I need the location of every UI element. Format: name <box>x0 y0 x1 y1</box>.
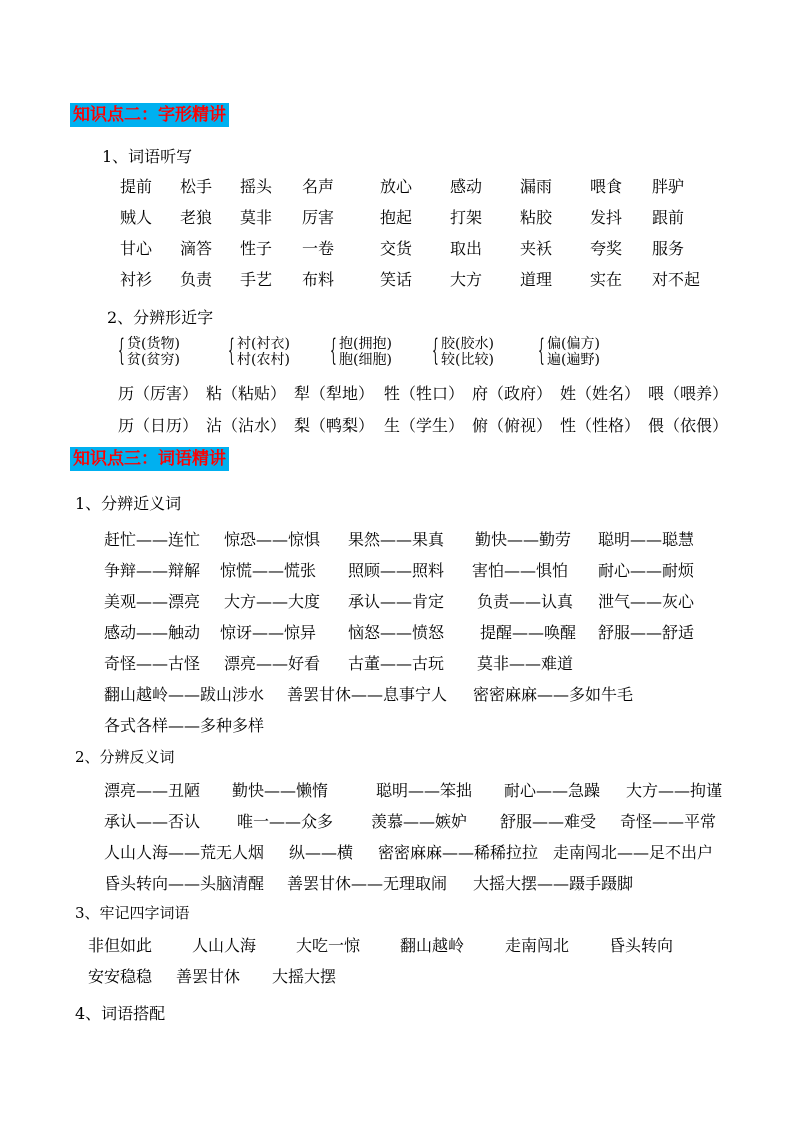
brace-glyph: { <box>538 333 545 368</box>
antonym-pair: 勤快——懒惰 <box>232 781 329 800</box>
antonym-pair: 舒服——难受 <box>500 812 597 831</box>
dictation-word: 布料 <box>302 270 335 289</box>
dictation-word: 道理 <box>520 270 553 289</box>
brace-glyph: { <box>330 333 337 368</box>
dictation-word: 甘心 <box>120 239 153 258</box>
pair-char: 村(农村) <box>237 352 290 368</box>
dictation-word: 夹袄 <box>520 239 553 258</box>
dictation-word: 跟前 <box>652 208 685 227</box>
dictation-word: 抱起 <box>380 208 413 227</box>
dictation-word: 老狼 <box>180 208 213 227</box>
collocation-heading: 4、词语搭配 <box>75 1004 166 1023</box>
dictation-word: 交货 <box>380 239 413 258</box>
pair-char: 遍(遍野) <box>547 352 600 368</box>
brace-glyph: { <box>432 333 439 368</box>
pair-char: 贷(货物) <box>127 336 180 352</box>
pair-char: 偏(偏方) <box>547 336 600 352</box>
dictation-word: 厉害 <box>302 208 335 227</box>
antonym-pair: 唯一——众多 <box>237 812 334 831</box>
four-char-word: 昏头转向 <box>609 936 674 955</box>
brace-glyph: { <box>118 333 125 368</box>
similar-char: 喂（喂养） <box>648 384 729 403</box>
dictation-word: 衬衫 <box>120 270 153 289</box>
dictation-word: 滴答 <box>180 239 213 258</box>
synonym-pair: 舒服——舒适 <box>598 623 695 642</box>
synonym-pair: 赶忙——连忙 <box>104 530 201 549</box>
dictation-word: 摇头 <box>240 177 273 196</box>
dictation-word: 贼人 <box>120 208 153 227</box>
char-pair <box>432 333 494 368</box>
four-char-word: 非但如此 <box>88 936 153 955</box>
synonym-pair: 提醒——唤醒 <box>480 623 577 642</box>
synonym-pair: 承认——肯定 <box>348 592 445 611</box>
synonym-pair: 各式各样——多种多样 <box>104 716 265 735</box>
dictation-word: 松手 <box>180 177 213 196</box>
synonym-pair: 争辩——辩解 <box>104 561 201 580</box>
synonym-pair: 害怕——惧怕 <box>472 561 569 580</box>
similar-char: 粘（粘贴） <box>206 384 287 403</box>
antonym-pair: 走南闯北——足不出户 <box>553 843 714 862</box>
similar-char: 沾（沾水） <box>206 416 287 435</box>
synonym-heading: 1、分辨近义词 <box>75 494 182 513</box>
section-3-title: 知识点三：词语精讲 <box>70 447 229 471</box>
antonym-pair: 昏头转向——头脑清醒 <box>104 874 265 893</box>
dictation-word: 名声 <box>302 177 335 196</box>
synonym-pair: 奇怪——古怪 <box>104 654 201 673</box>
dictation-word: 服务 <box>652 239 685 258</box>
dictation-word: 笑话 <box>380 270 413 289</box>
antonym-pair: 耐心——急躁 <box>504 781 601 800</box>
dictation-word: 一卷 <box>302 239 335 258</box>
synonym-pair: 感动——触动 <box>104 623 201 642</box>
four-char-word: 大摇大摆 <box>272 967 337 986</box>
four-char-word: 人山人海 <box>192 936 257 955</box>
brace-glyph: { <box>228 333 235 368</box>
similar-char: 生（学生） <box>384 416 465 435</box>
pair-char: 胶(胶水) <box>441 336 494 352</box>
dictation-word: 打架 <box>450 208 483 227</box>
antonym-pair: 大方——拘谨 <box>626 781 723 800</box>
dictation-word: 大方 <box>450 270 483 289</box>
dictation-word: 夸奖 <box>590 239 623 258</box>
synonym-pair: 漂亮——好看 <box>224 654 321 673</box>
antonym-pair: 羡慕——嫉妒 <box>371 812 468 831</box>
synonym-pair: 果然——果真 <box>348 530 445 549</box>
similar-char: 历（日历） <box>118 416 199 435</box>
similar-char: 犁（犁地） <box>294 384 375 403</box>
antonym-pair: 密密麻麻——稀稀拉拉 <box>378 843 539 862</box>
dictation-word: 感动 <box>450 177 483 196</box>
synonym-pair: 翻山越岭——跋山涉水 <box>104 685 265 704</box>
dictation-word: 莫非 <box>240 208 273 227</box>
synonym-pair: 耐心——耐烦 <box>598 561 695 580</box>
antonym-pair: 善罢甘休——无理取闹 <box>287 874 448 893</box>
dictation-word: 粘胶 <box>520 208 553 227</box>
similar-char: 俯（俯视） <box>472 416 553 435</box>
four-char-word: 走南闯北 <box>505 936 570 955</box>
similar-char: 姓（姓名） <box>560 384 641 403</box>
four-char-word: 翻山越岭 <box>400 936 465 955</box>
dictation-word: 发抖 <box>590 208 623 227</box>
similar-char: 牲（牲口） <box>384 384 465 403</box>
similar-char: 府（政府） <box>472 384 553 403</box>
synonym-pair: 美观——漂亮 <box>104 592 201 611</box>
pair-char: 抱(拥抱) <box>339 336 392 352</box>
dictation-word: 放心 <box>380 177 413 196</box>
dictation-heading: 1、词语听写 <box>102 147 193 166</box>
synonym-pair: 莫非——难道 <box>477 654 574 673</box>
dictation-word: 取出 <box>450 239 483 258</box>
antonym-pair: 聪明——笨拙 <box>376 781 473 800</box>
char-pair <box>330 333 392 368</box>
antonym-pair: 大摇大摆——蹑手蹑脚 <box>473 874 634 893</box>
similar-chars-heading: 2、分辨形近字 <box>107 308 214 327</box>
char-pair <box>538 333 600 368</box>
similar-char: 梨（鸭梨） <box>294 416 375 435</box>
synonym-pair: 密密麻麻——多如牛毛 <box>473 685 634 704</box>
four-char-heading: 3、牢记四字词语 <box>75 904 190 922</box>
dictation-word: 实在 <box>590 270 623 289</box>
similar-char: 偎（依偎） <box>648 416 729 435</box>
synonym-pair: 惊讶——惊异 <box>220 623 317 642</box>
synonym-pair: 惊慌——慌张 <box>220 561 317 580</box>
pair-char: 衬(衬衣) <box>237 336 290 352</box>
synonym-pair: 善罢甘休——息事宁人 <box>287 685 448 704</box>
antonym-heading: 2、分辨反义词 <box>75 748 175 766</box>
dictation-word: 手艺 <box>240 270 273 289</box>
synonym-pair: 负责——认真 <box>477 592 574 611</box>
synonym-pair: 照顾——照料 <box>348 561 445 580</box>
antonym-pair: 漂亮——丑陋 <box>104 781 201 800</box>
similar-char: 性（性格） <box>560 416 641 435</box>
antonym-pair: 纵——横 <box>289 843 354 862</box>
synonym-pair: 勤快——勤劳 <box>475 530 572 549</box>
dictation-word: 负责 <box>180 270 213 289</box>
dictation-word: 漏雨 <box>520 177 553 196</box>
synonym-pair: 泄气——灰心 <box>598 592 695 611</box>
synonym-pair: 聪明——聪慧 <box>598 530 695 549</box>
antonym-pair: 承认——否认 <box>104 812 201 831</box>
dictation-word: 性子 <box>240 239 273 258</box>
four-char-word: 善罢甘休 <box>176 967 241 986</box>
similar-char: 历（厉害） <box>118 384 199 403</box>
synonym-pair: 大方——大度 <box>224 592 321 611</box>
antonym-pair: 人山人海——荒无人烟 <box>104 843 265 862</box>
pair-char: 胞(细胞) <box>339 352 392 368</box>
dictation-word: 喂食 <box>590 177 623 196</box>
dictation-word: 提前 <box>120 177 153 196</box>
four-char-word: 大吃一惊 <box>296 936 361 955</box>
char-pair <box>118 333 180 368</box>
dictation-word: 对不起 <box>652 270 701 289</box>
pair-char: 较(比较) <box>441 352 494 368</box>
synonym-pair: 古董——古玩 <box>348 654 445 673</box>
antonym-pair: 奇怪——平常 <box>620 812 717 831</box>
synonym-pair: 恼怒——愤怒 <box>348 623 445 642</box>
char-pair <box>228 333 290 368</box>
synonym-pair: 惊恐——惊惧 <box>224 530 321 549</box>
pair-char: 贫(贫穷) <box>127 352 180 368</box>
four-char-word: 安安稳稳 <box>88 967 153 986</box>
dictation-word: 胖驴 <box>652 177 685 196</box>
section-2-title: 知识点二：字形精讲 <box>70 103 229 127</box>
